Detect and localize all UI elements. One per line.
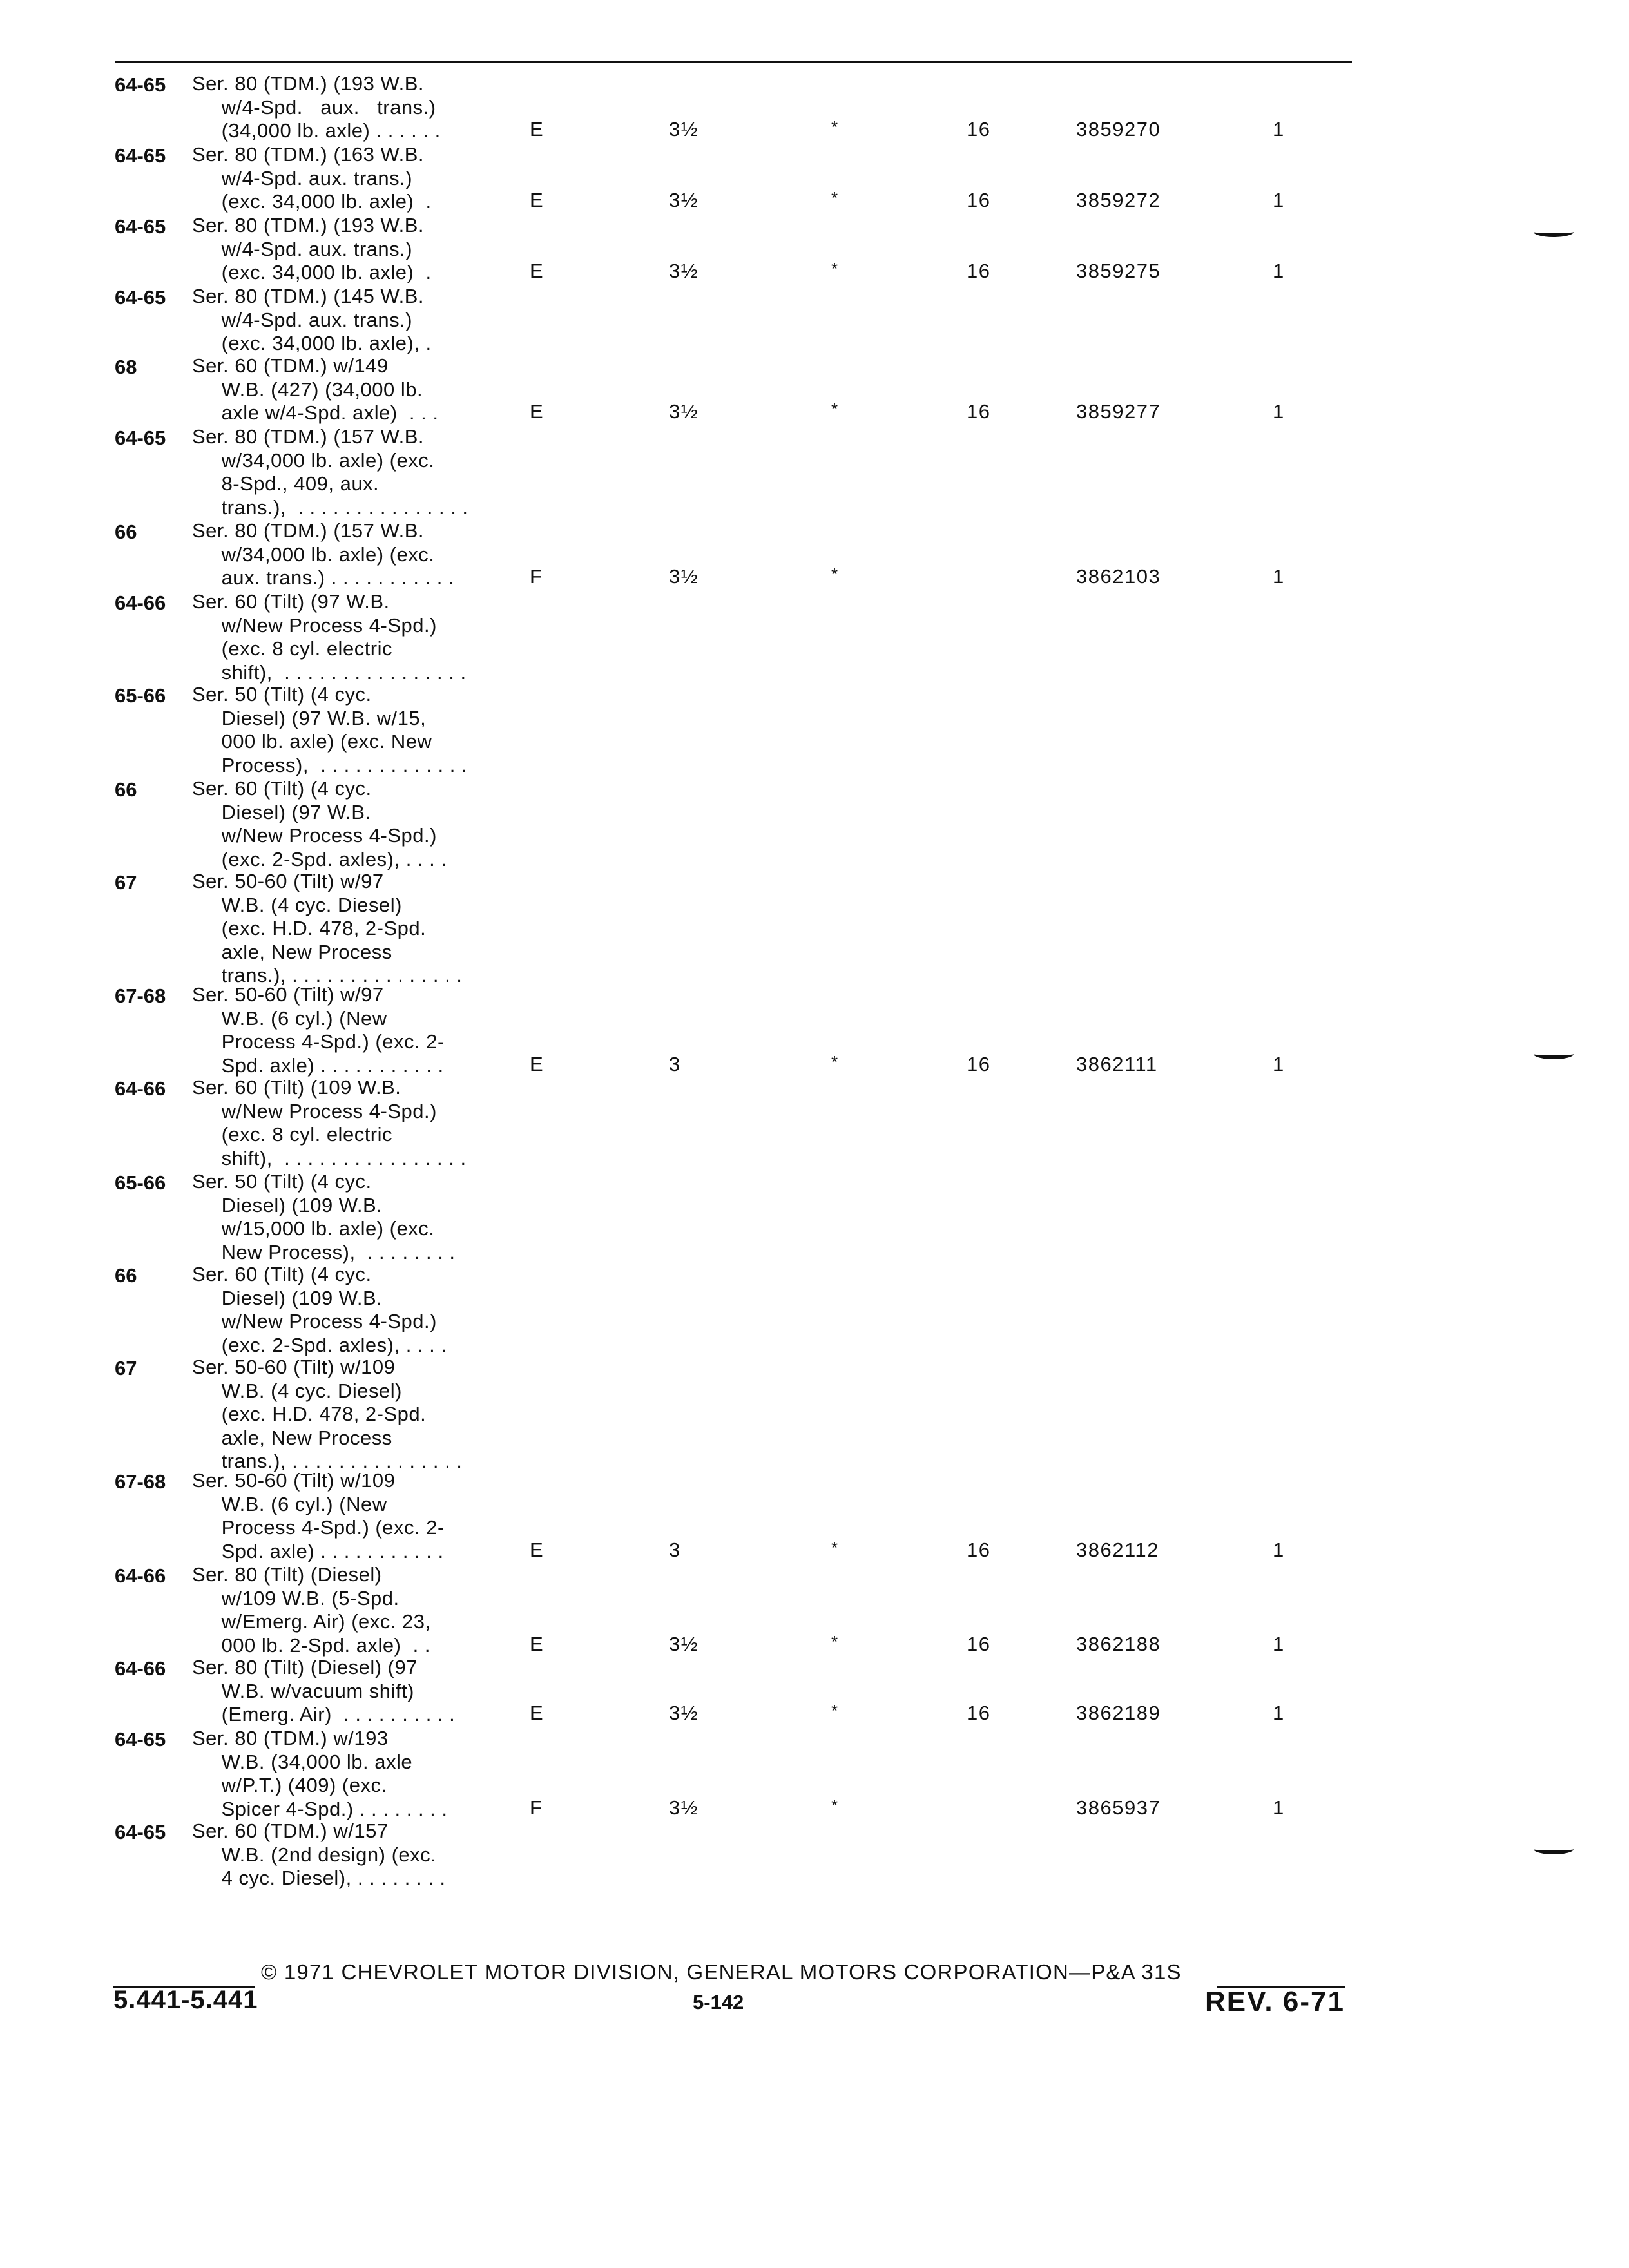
application-description (192, 214, 476, 285)
description-line: Ser. 50 (Tilt) (4 cyc. (192, 1170, 372, 1193)
description-line: W.B. (6 cyl.) (New (192, 1492, 387, 1515)
quantity: 1 (1273, 1052, 1285, 1075)
description-line: w/15,000 lb. axle) (exc. (192, 1217, 435, 1240)
description-line: (exc. 2-Spd. axles), . . . . (192, 1333, 447, 1356)
description-line: w/Emerg. Air) (exc. 23, (192, 1610, 431, 1633)
description-line: W.B. (6 cyl.) (New (192, 1006, 387, 1030)
description-line: trans.), . . . . . . . . . . . . . . . (192, 964, 463, 987)
description-line: w/New Process 4-Spd.) (192, 613, 437, 637)
description-line: Ser. 80 (TDM.) (163 W.B. (192, 143, 424, 166)
description-line: Ser. 80 (TDM.) (145 W.B. (192, 285, 424, 307)
quantity: 1 (1273, 400, 1285, 423)
application-description (192, 285, 476, 356)
description-line: w/34,000 lb. axle) (exc. (192, 448, 435, 472)
application-description (192, 1656, 476, 1727)
copyright-notice: © 1971 CHEVROLET MOTOR DIVISION, GENERAL MOTORS CORPORATION—P&A 31S (261, 1960, 1182, 1984)
description-line: Diesel) (97 W.B. (192, 800, 371, 823)
description-line: shift), . . . . . . . . . . . . . . . . (192, 660, 467, 684)
description-line: aux. trans.) . . . . . . . . . . . (192, 566, 455, 590)
part-number: 3859277 (1076, 400, 1161, 423)
description-line: Ser. 50-60 (Tilt) w/109 (192, 1356, 396, 1378)
asterisk-mark: * (831, 1701, 839, 1721)
application-description (192, 425, 476, 519)
size-value: 3 (669, 1538, 681, 1561)
part-number: 3862103 (1076, 565, 1161, 588)
pack-quantity: 16 (967, 189, 991, 212)
description-line: W.B. (34,000 lb. axle (192, 1750, 413, 1773)
model-years: 67-68 (115, 1470, 166, 1493)
application-description (192, 1170, 476, 1264)
description-line: trans.), . . . . . . . . . . . . . . . (192, 1450, 463, 1473)
description-line: New Process), . . . . . . . . (192, 1240, 456, 1264)
application-description (192, 1469, 476, 1563)
size-value: 3½ (669, 189, 699, 212)
application-description (192, 1820, 476, 1890)
page-edge-mark (1534, 227, 1574, 237)
size-value: 3½ (669, 260, 699, 283)
description-line: Ser. 80 (Tilt) (Diesel) (97 (192, 1656, 418, 1678)
description-line: Ser. 60 (TDM.) w/157 (192, 1820, 389, 1842)
part-number: 3859275 (1076, 260, 1161, 283)
description-line: Process 4-Spd.) (exc. 2- (192, 1516, 445, 1539)
application-description (192, 354, 476, 425)
model-years: 66 (115, 1264, 137, 1287)
code-letter: E (530, 260, 545, 283)
description-line: 8-Spd., 409, aux. (192, 472, 380, 495)
page-edge-mark (1534, 1049, 1574, 1059)
quantity: 1 (1273, 565, 1285, 588)
size-value: 3½ (669, 1632, 699, 1655)
asterisk-mark: * (831, 1795, 839, 1815)
part-number: 3862111 (1076, 1052, 1158, 1075)
description-line: Ser. 60 (Tilt) (97 W.B. (192, 590, 390, 613)
top-rule (115, 61, 1352, 63)
pack-quantity: 16 (967, 260, 991, 283)
page-edge-mark (1534, 1844, 1574, 1854)
model-years: 66 (115, 778, 137, 801)
pack-quantity: 16 (967, 1632, 991, 1655)
description-line: Ser. 50-60 (Tilt) w/97 (192, 983, 384, 1006)
size-value: 3½ (669, 118, 699, 141)
model-years: 65-66 (115, 1171, 166, 1194)
code-letter: E (530, 400, 545, 423)
pack-quantity: 16 (967, 118, 991, 141)
description-line: Ser. 60 (Tilt) (109 W.B. (192, 1076, 401, 1099)
description-line: W.B. (4 cyc. Diesel) (192, 1379, 402, 1402)
model-years: 64-66 (115, 591, 166, 614)
asterisk-mark: * (831, 399, 839, 419)
description-line: shift), . . . . . . . . . . . . . . . . (192, 1146, 467, 1169)
description-line: w/4-Spd. aux. trans.) (192, 95, 436, 119)
part-number: 3865937 (1076, 1796, 1161, 1819)
model-years: 64-65 (115, 215, 166, 238)
quantity: 1 (1273, 260, 1285, 283)
description-line: Ser. 60 (Tilt) (4 cyc. (192, 1263, 372, 1285)
description-line: 000 lb. 2-Spd. axle) . . (192, 1633, 430, 1657)
code-letter: E (530, 189, 545, 212)
application-description (192, 983, 476, 1077)
pack-quantity: 16 (967, 1052, 991, 1075)
quantity: 1 (1273, 1632, 1285, 1655)
asterisk-mark: * (831, 1537, 839, 1557)
description-line: (exc. 34,000 lb. axle) . (192, 261, 432, 284)
description-line: W.B. (2nd design) (exc. (192, 1843, 437, 1866)
model-years: 67 (115, 871, 137, 894)
description-line: w/New Process 4-Spd.) (192, 824, 437, 847)
model-years: 64-65 (115, 73, 166, 96)
model-years: 64-65 (115, 1821, 166, 1843)
description-line: (exc. H.D. 478, 2-Spd. (192, 917, 427, 940)
description-line: Process 4-Spd.) (exc. 2- (192, 1030, 445, 1053)
model-years: 67 (115, 1357, 137, 1379)
description-line: w/109 W.B. (5-Spd. (192, 1586, 400, 1610)
model-years: 66 (115, 521, 137, 543)
asterisk-mark: * (831, 117, 839, 137)
description-line: Ser. 80 (TDM.) w/193 (192, 1727, 389, 1749)
application-description (192, 590, 476, 684)
page-number: 5-142 (693, 1991, 744, 2013)
code-letter: E (530, 1538, 545, 1561)
asterisk-mark: * (831, 259, 839, 279)
asterisk-mark: * (831, 188, 839, 208)
description-line: W.B. (427) (34,000 lb. (192, 378, 423, 401)
part-number: 3862112 (1076, 1538, 1159, 1561)
description-line: (exc. 34,000 lb. axle) . (192, 190, 432, 213)
application-description (192, 683, 476, 777)
description-line: Ser. 80 (TDM.) (193 W.B. (192, 72, 424, 95)
application-description (192, 1356, 476, 1474)
description-line: w/4-Spd. aux. trans.) (192, 166, 413, 189)
description-line: Process), . . . . . . . . . . . . . (192, 753, 468, 776)
pack-quantity: 16 (967, 1702, 991, 1725)
application-description (192, 777, 476, 871)
model-years: 64-65 (115, 1728, 166, 1751)
description-line: W.B. (4 cyc. Diesel) (192, 893, 402, 916)
description-line: Diesel) (109 W.B. (192, 1286, 383, 1309)
application-description (192, 72, 476, 143)
application-description (192, 1563, 476, 1657)
quantity: 1 (1273, 118, 1285, 141)
quantity: 1 (1273, 1796, 1285, 1819)
code-letter: F (530, 565, 543, 588)
description-line: Spd. axle) . . . . . . . . . . . (192, 1539, 444, 1562)
description-line: Spicer 4-Spd.) . . . . . . . . (192, 1797, 448, 1820)
description-line: (exc. H.D. 478, 2-Spd. (192, 1403, 427, 1426)
description-line: axle, New Process (192, 1426, 392, 1449)
description-line: w/New Process 4-Spd.) (192, 1099, 437, 1122)
description-line: Spd. axle) . . . . . . . . . . . (192, 1053, 444, 1077)
description-line: W.B. w/vacuum shift) (192, 1679, 414, 1702)
pack-quantity: 16 (967, 400, 991, 423)
model-years: 64-65 (115, 144, 166, 167)
size-value: 3½ (669, 1796, 699, 1819)
description-line: (exc. 2-Spd. axles), . . . . (192, 847, 447, 870)
model-years: 68 (115, 356, 137, 378)
description-line: Ser. 80 (Tilt) (Diesel) (192, 1563, 382, 1586)
model-years: 64-65 (115, 286, 166, 309)
description-line: (34,000 lb. axle) . . . . . . (192, 119, 441, 142)
description-line: Ser. 60 (Tilt) (4 cyc. (192, 777, 372, 800)
asterisk-mark: * (831, 564, 839, 584)
description-line: Ser. 60 (TDM.) w/149 (192, 354, 389, 377)
description-line: w/4-Spd. aux. trans.) (192, 308, 413, 331)
description-line: Diesel) (97 W.B. w/15, (192, 706, 427, 729)
size-value: 3½ (669, 1702, 699, 1725)
description-line: 4 cyc. Diesel), . . . . . . . . (192, 1867, 446, 1890)
application-description (192, 1076, 476, 1170)
size-value: 3½ (669, 565, 699, 588)
description-line: (Emerg. Air) . . . . . . . . . . (192, 1703, 456, 1726)
application-description (192, 1263, 476, 1357)
description-line: axle w/4-Spd. axle) . . . (192, 401, 439, 425)
size-value: 3½ (669, 400, 699, 423)
application-description (192, 1727, 476, 1821)
code-letter: F (530, 1796, 543, 1819)
code-letter: E (530, 1632, 545, 1655)
quantity: 1 (1273, 1538, 1285, 1561)
quantity: 1 (1273, 1702, 1285, 1725)
section-number: 5.441-5.441 (113, 1986, 258, 2014)
model-years: 67-68 (115, 985, 166, 1007)
size-value: 3 (669, 1052, 681, 1075)
description-line: Ser. 80 (TDM.) (157 W.B. (192, 425, 424, 448)
part-number: 3859270 (1076, 118, 1161, 141)
description-line: Diesel) (109 W.B. (192, 1193, 383, 1216)
application-description (192, 143, 476, 214)
model-years: 64-65 (115, 427, 166, 449)
pack-quantity: 16 (967, 1538, 991, 1561)
asterisk-mark: * (831, 1052, 839, 1072)
description-line: Ser. 80 (TDM.) (193 W.B. (192, 214, 424, 236)
description-line: Ser. 50-60 (Tilt) w/97 (192, 870, 384, 892)
model-years: 64-66 (115, 1657, 166, 1680)
description-line: Ser. 80 (TDM.) (157 W.B. (192, 519, 424, 542)
model-years: 64-66 (115, 1077, 166, 1100)
description-line: w/34,000 lb. axle) (exc. (192, 543, 435, 566)
description-line: Ser. 50-60 (Tilt) w/109 (192, 1469, 396, 1492)
application-description (192, 519, 476, 590)
revision-date: REV. 6-71 (1205, 1986, 1345, 2017)
code-letter: E (530, 1052, 545, 1075)
description-line: (exc. 8 cyl. electric (192, 637, 393, 660)
model-years: 65-66 (115, 684, 166, 707)
description-line: w/P.T.) (409) (exc. (192, 1774, 387, 1797)
code-letter: E (530, 118, 545, 141)
description-line: 000 lb. axle) (exc. New (192, 730, 432, 753)
quantity: 1 (1273, 189, 1285, 212)
asterisk-mark: * (831, 1631, 839, 1651)
code-letter: E (530, 1702, 545, 1725)
description-line: trans.), . . . . . . . . . . . . . . . (192, 495, 468, 519)
model-years: 64-66 (115, 1564, 166, 1587)
part-number: 3862188 (1076, 1632, 1161, 1655)
part-number: 3859272 (1076, 189, 1161, 212)
description-line: Ser. 50 (Tilt) (4 cyc. (192, 683, 372, 706)
description-line: (exc. 34,000 lb. axle), . (192, 332, 432, 355)
description-line: axle, New Process (192, 940, 392, 963)
description-line: w/New Process 4-Spd.) (192, 1310, 437, 1333)
description-line: (exc. 8 cyl. electric (192, 1123, 393, 1146)
part-number: 3862189 (1076, 1702, 1161, 1725)
description-line: w/4-Spd. aux. trans.) (192, 237, 413, 260)
application-description (192, 870, 476, 988)
